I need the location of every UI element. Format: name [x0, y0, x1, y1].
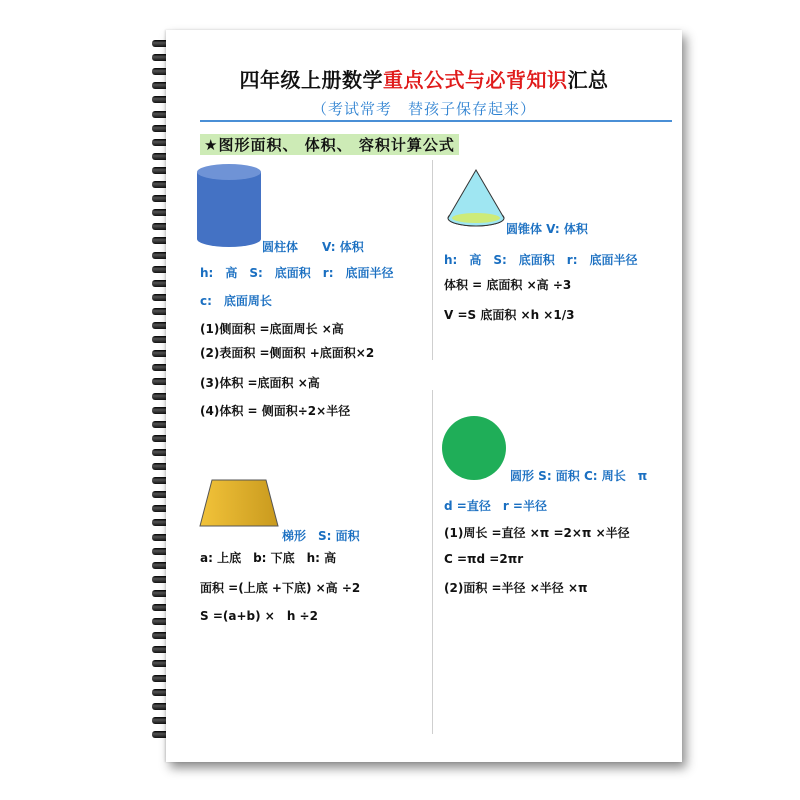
cone-vars: h: 高 S: 底面积 r: 底面半径	[444, 253, 638, 267]
circle-formula-2: C =πd =2πr	[444, 552, 524, 566]
title-suffix: 汇总	[567, 68, 609, 92]
trapezoid-name-line: 梯形 S: 面积	[282, 529, 360, 543]
cone-icon	[446, 168, 510, 234]
page-subtitle: （考试常考 替孩子保存起来）	[311, 100, 536, 118]
cylinder-formula-2: (2)表面积 =侧面积 +底面积×2	[200, 346, 375, 360]
page-title	[166, 64, 682, 93]
cylinder-vars: h: 高 S: 底面积 r: 底面半径	[200, 266, 394, 280]
circle-vars: d =直径 r =半径	[444, 499, 547, 513]
trapezoid-formula-2: S =(a+b) × h ÷2	[200, 609, 318, 623]
trapezoid-vars: a: 上底 b: 下底 h: 高	[200, 551, 337, 565]
star-icon: ★	[204, 136, 219, 154]
notebook-page	[166, 30, 682, 762]
cylinder-formula-1: (1)侧面积 =底面周长 ×高	[200, 322, 344, 336]
circle-formula-1: (1)周长 =直径 ×π =2×π ×半径	[444, 526, 630, 540]
cone-formula-1: 体积 = 底面积 ×高 ÷3	[444, 278, 572, 292]
cone-name-line: 圆锥体 V: 体积	[506, 222, 588, 236]
circle-name-line: 圆形 S: 面积 C: 周长 π	[510, 469, 648, 483]
cylinder-name-line: 圆柱体 V: 体积	[262, 240, 364, 254]
title-highlight: 重点公式与必背知识	[383, 68, 568, 92]
cylinder-formula-4: (4)体积 = 侧面积÷2×半径	[200, 404, 351, 418]
cylinder-formula-3: (3)体积 =底面积 ×高	[200, 376, 320, 390]
cylinder-icon	[196, 163, 266, 251]
title-prefix: 四年级上册数学	[239, 68, 383, 92]
section-label: 图形面积、 体积、 容积计算公式	[218, 136, 455, 154]
cone-formula-2: V =S 底面积 ×h ×1/3	[444, 308, 575, 322]
trapezoid-formula-1: 面积 =(上底 +下底) ×高 ÷2	[200, 581, 361, 595]
column-divider-top	[432, 160, 433, 360]
circle-formula-3: (2)面积 =半径 ×半径 ×π	[444, 581, 588, 595]
section-heading	[200, 134, 459, 155]
column-divider-bottom	[432, 390, 433, 734]
cylinder-vars-2: c: 底面周长	[200, 294, 272, 308]
title-rule	[200, 120, 672, 122]
circle-icon	[442, 416, 508, 482]
trapezoid-icon	[198, 478, 282, 530]
